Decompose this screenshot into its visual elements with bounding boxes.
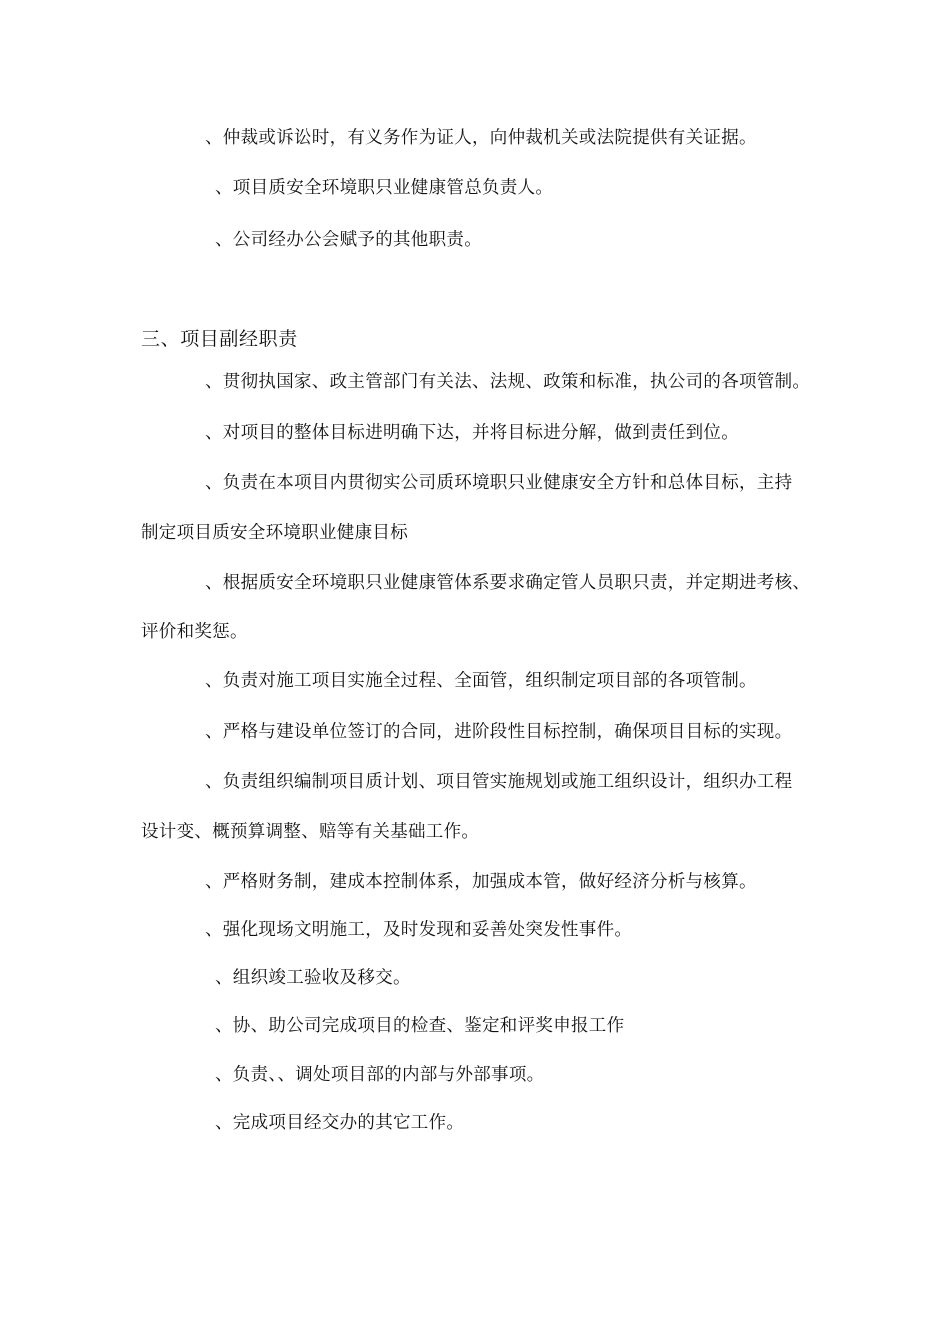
list-item-continuation: 设计变、概预算调整、赔等有关基础工作。 — [141, 822, 480, 842]
list-item: 、负责对施工项目实施全过程、全面管，组织制定项目部的各项管制。 — [205, 671, 757, 691]
list-item: 、负责、、调处项目部的内部与外部事项。 — [215, 1065, 545, 1085]
list-item: 、组织竣工验收及移交。 — [215, 968, 411, 988]
list-item: 、根据质安全环境职只业健康管体系要求确定管人员职只责，并定期进考核、 — [205, 573, 811, 593]
list-item: 、完成项目经交办的其它工作。 — [215, 1113, 465, 1133]
list-item: 、严格与建设单位签订的合同，进阶段性目标控制，确保项目目标的实现。 — [205, 722, 793, 742]
list-item-continuation: 评价和奖惩。 — [141, 622, 248, 642]
list-item: 、项目质安全环境职只业健康管总负责人。 — [215, 178, 554, 198]
list-item: 、公司经办公会赋予的其他职责。 — [215, 230, 482, 250]
list-item: 、强化现场文明施工，及时发现和妥善处突发性事件。 — [205, 920, 633, 940]
list-item: 、对项目的整体目标进明确下达，并将目标进分解，做到责任到位。 — [205, 423, 739, 443]
list-item: 、仲裁或诉讼时，有义务作为证人，向仲裁机关或法院提供有关证据。 — [205, 128, 757, 148]
section-title: 三、项目副经职责 — [141, 328, 298, 350]
list-item: 、负责组织编制项目质计划、项目管实施规划或施工组织设计，组织办工程 — [205, 772, 793, 792]
list-item: 、严格财务制，建成本控制体系，加强成本管，做好经济分析与核算。 — [205, 872, 757, 892]
list-item: 、负责在本项目内贯彻实公司质环境职只业健康安全方针和总体目标，主持 — [205, 473, 793, 493]
list-item: 、协、助公司完成项目的检查、鉴定和评奖申报工作 — [215, 1016, 625, 1036]
list-item: 、贯彻执国家、政主管部门有关法、法规、政策和标准，执公司的各项管制。 — [205, 372, 811, 392]
list-item-continuation: 制定项目质安全环境职业健康目标 — [141, 523, 408, 543]
